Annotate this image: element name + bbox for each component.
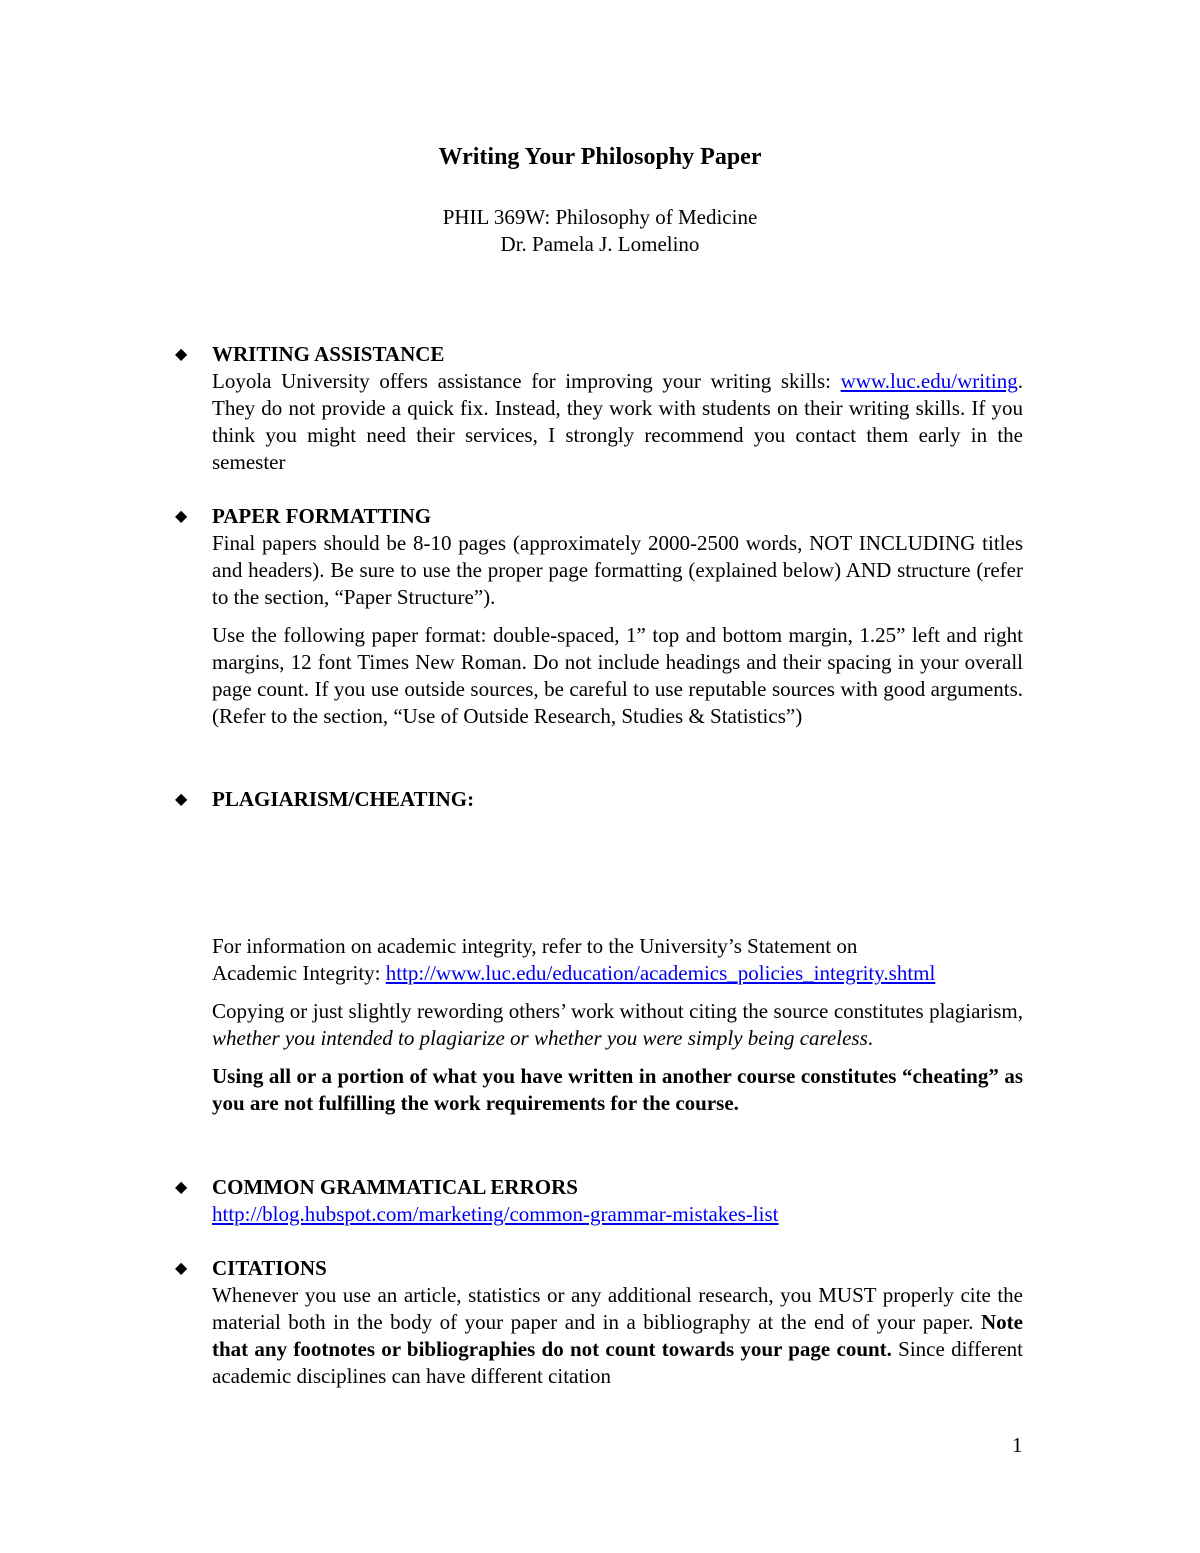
section-body [212, 1282, 1023, 1390]
paragraph-line [212, 960, 1023, 987]
diamond-bullet-icon: ◆ [175, 791, 188, 808]
text-run: . They do not provide a quick fix. Instead, they work with students on their writing skills. If you think you might need their services, I strongly recommend you contact them early in the semester [212, 369, 1023, 474]
diamond-bullet-icon: ◆ [175, 346, 188, 363]
section-heading: CITATIONS [212, 1256, 327, 1280]
text-run: Loyola University offers assistance for improving your writing skills: [212, 369, 841, 393]
section-heading: PLAGIARISM/CHEATING: [212, 787, 475, 811]
section-heading: WRITING ASSISTANCE [212, 342, 445, 366]
text-run: Academic Integrity: [212, 961, 386, 985]
paragraph-line: For information on academic integrity, refer to the University’s Statement on [212, 934, 858, 958]
text-run: Since different academic disciplines can have different citation [212, 1337, 1023, 1388]
course-name: PHIL 369W: Philosophy of Medicine [442, 205, 758, 229]
section-heading: COMMON GRAMMATICAL ERRORS [212, 1175, 578, 1199]
text-run: Whenever you use an article, statistics or any additional research, you MUST properly cite the material both in the body of your paper and in a bibliography at the end of your paper. [212, 1283, 1023, 1334]
page-number: 1 [1012, 1433, 1023, 1457]
paragraph: Final papers should be 8-10 pages (approximately 2000-2500 words, NOT INCLUDING titles and headers). Be sure to use the proper page formatting (explained below) AND structure (refer to the section, “Paper Structure”). [212, 531, 1023, 609]
section-body [212, 530, 1023, 730]
paragraph: Using all or a portion of what you have written in another course constitutes “cheating” as you are not fulfilling the work requirements for the course. [212, 1064, 1023, 1115]
paragraph [212, 368, 1023, 476]
grammar-mistakes-link[interactable]: http://blog.hubspot.com/marketing/common-grammar-mistakes-list [212, 1202, 779, 1226]
bold-text: Note that any footnotes or bibliographies do not count towards your page count. [212, 1310, 1023, 1361]
italic-text: whether you intended to plagiarize or whether you were simply being careless [212, 1026, 868, 1050]
diamond-bullet-icon: ◆ [175, 508, 188, 525]
writing-center-link[interactable]: www.luc.edu/writing [840, 369, 1018, 393]
paragraph [212, 1282, 1023, 1390]
page-title: Writing Your Philosophy Paper [438, 144, 762, 170]
instructor-name: Dr. Pamela J. Lomelino [500, 232, 700, 256]
paragraph: Use the following paper format: double-spaced, 1” top and bottom margin, 1.25” left and right margins, 12 font Times New Roman. Do not include headings and their spacing in your overall page count. If you use outside sources, be careful to use reputable sources with good arguments. (Refer to the section, “Use of Outside Research, Studies & Statistics”) [212, 623, 1023, 728]
paragraph [212, 998, 1023, 1052]
section-body [212, 1201, 1023, 1228]
diamond-bullet-icon: ◆ [175, 1179, 188, 1196]
text-run: . [867, 1026, 873, 1050]
diamond-bullet-icon: ◆ [175, 1260, 188, 1277]
academic-integrity-link[interactable]: http://www.luc.edu/education/academics_policies_integrity.shtml [385, 961, 936, 985]
section-body [212, 368, 1023, 476]
section-heading: PAPER FORMATTING [212, 504, 432, 528]
section-body [212, 933, 1023, 1117]
text-run: Copying or just slightly rewording others’ work without citing the source constitutes plagiarism, [212, 999, 1023, 1023]
